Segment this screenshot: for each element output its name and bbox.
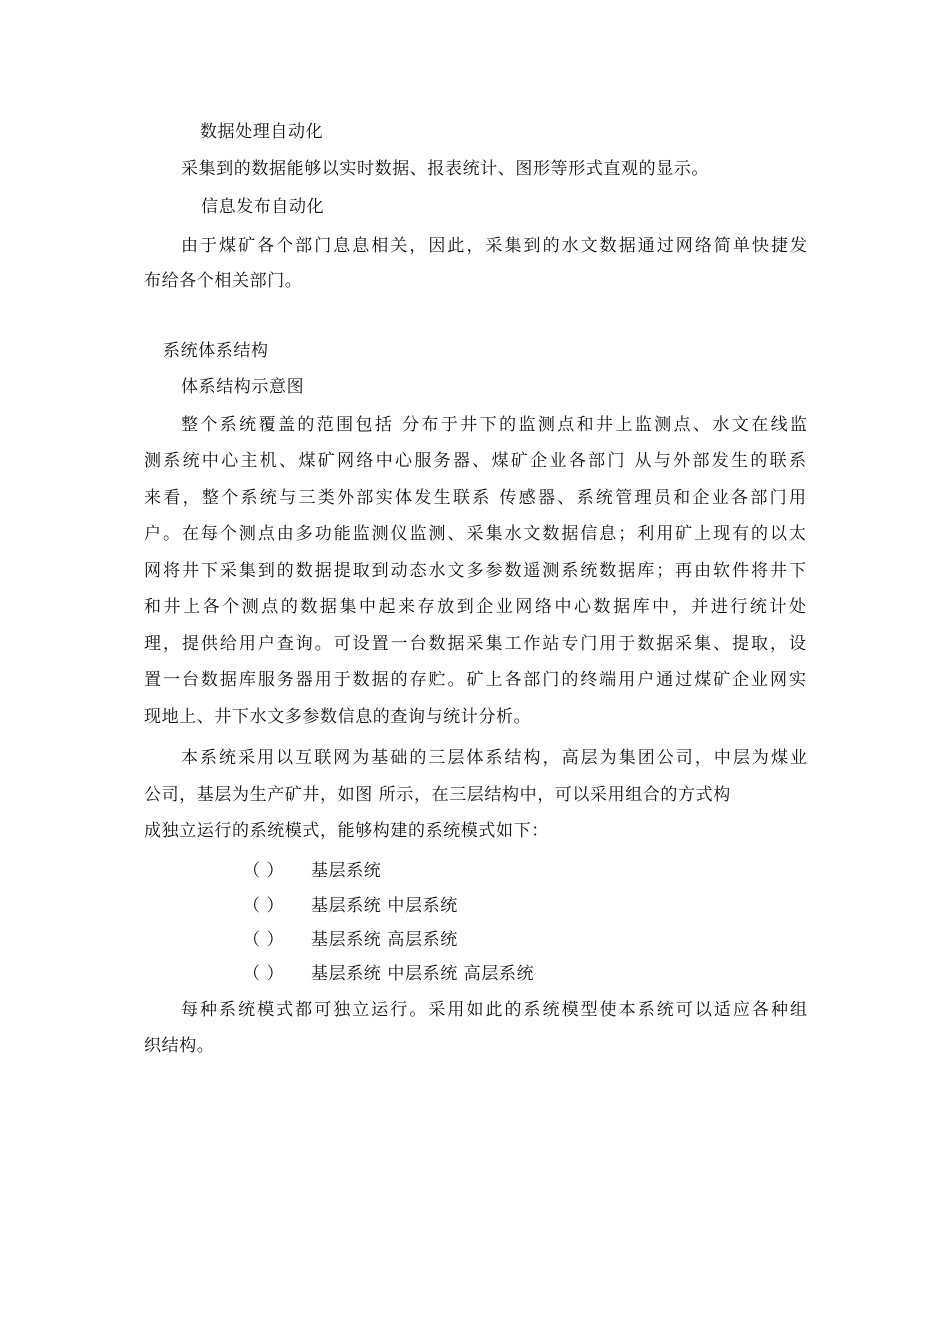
section-heading-info-publish: 信息发布自动化	[201, 197, 325, 217]
mode-list-marker: （ ）	[243, 896, 285, 916]
mode-list-marker: （ ）	[243, 964, 285, 984]
paragraph1-line-8: 置一台数据库服务器用于数据的存贮。矿上各部门的终端用户通过煤矿企业网实	[144, 670, 806, 690]
section-heading-architecture: 系统体系结构	[163, 341, 269, 361]
paragraph1-line-1: 整个系统覆盖的范围包括 分布于井下的监测点和井上监测点、水文在线监	[181, 415, 807, 435]
paragraph3-line-1: 每种系统模式都可独立运行。采用如此的系统模型使本系统可以适应各种组	[181, 1000, 807, 1020]
paragraph1-line-3: 来看，整个系统与三类外部实体发生联系 传感器、系统管理员和企业各部门用	[144, 488, 806, 508]
section-heading-data-processing: 数据处理自动化	[200, 122, 324, 142]
mode-list-text: 基层系统 中层系统	[311, 896, 458, 916]
paragraph1-line-7: 理，提供给用户查询。可设置一台数据采集工作站专门用于数据采集、提取，设	[144, 634, 806, 654]
info-publish-line-1: 由于煤矿各个部门息息相关，因此，采集到的水文数据通过网络简单快捷发	[181, 236, 807, 256]
data-processing-text: 采集到的数据能够以实时数据、报表统计、图形等形式直观的显示。	[181, 159, 709, 179]
mode-list-text: 基层系统 高层系统	[311, 930, 458, 950]
paragraph2-line-1: 本系统采用以互联网为基础的三层体系结构，高层为集团公司，中层为煤业	[181, 748, 807, 768]
paragraph1-line-6: 和井上各个测点的数据集中起来存放到企业网络中心数据库中，并进行统计处	[144, 597, 806, 617]
paragraph3-line-2: 织结构。	[144, 1036, 215, 1056]
paragraph2-line-2: 公司，基层为生产矿井，如图 所示，在三层结构中，可以采用组合的方式构	[144, 785, 731, 805]
mode-list-text: 基层系统 中层系统 高层系统	[311, 964, 535, 984]
mode-list-marker: （ ）	[243, 861, 285, 881]
paragraph2-line-3: 成独立运行的系统模式，能够构建的系统模式如下：	[144, 821, 549, 841]
paragraph1-line-5: 网将井下采集到的数据提取到动态水文多参数遥测系统数据库；再由软件将井下	[144, 561, 806, 581]
mode-list-text: 基层系统	[311, 861, 382, 881]
paragraph1-line-2: 测系统中心主机、煤矿网络中心服务器、煤矿企业各部门 从与外部发生的联系	[144, 451, 806, 471]
info-publish-line-2: 布给各个相关部门。	[144, 271, 303, 291]
paragraph1-line-9: 现地上、井下水文多参数信息的查询与统计分析。	[144, 707, 532, 727]
paragraph1-line-4: 户。在每个测点由多功能监测仪监测、采集水文数据信息；利用矿上现有的以太	[144, 524, 806, 544]
mode-list-marker: （ ）	[243, 930, 285, 950]
subheading-architecture-diagram: 体系结构示意图	[181, 377, 305, 397]
